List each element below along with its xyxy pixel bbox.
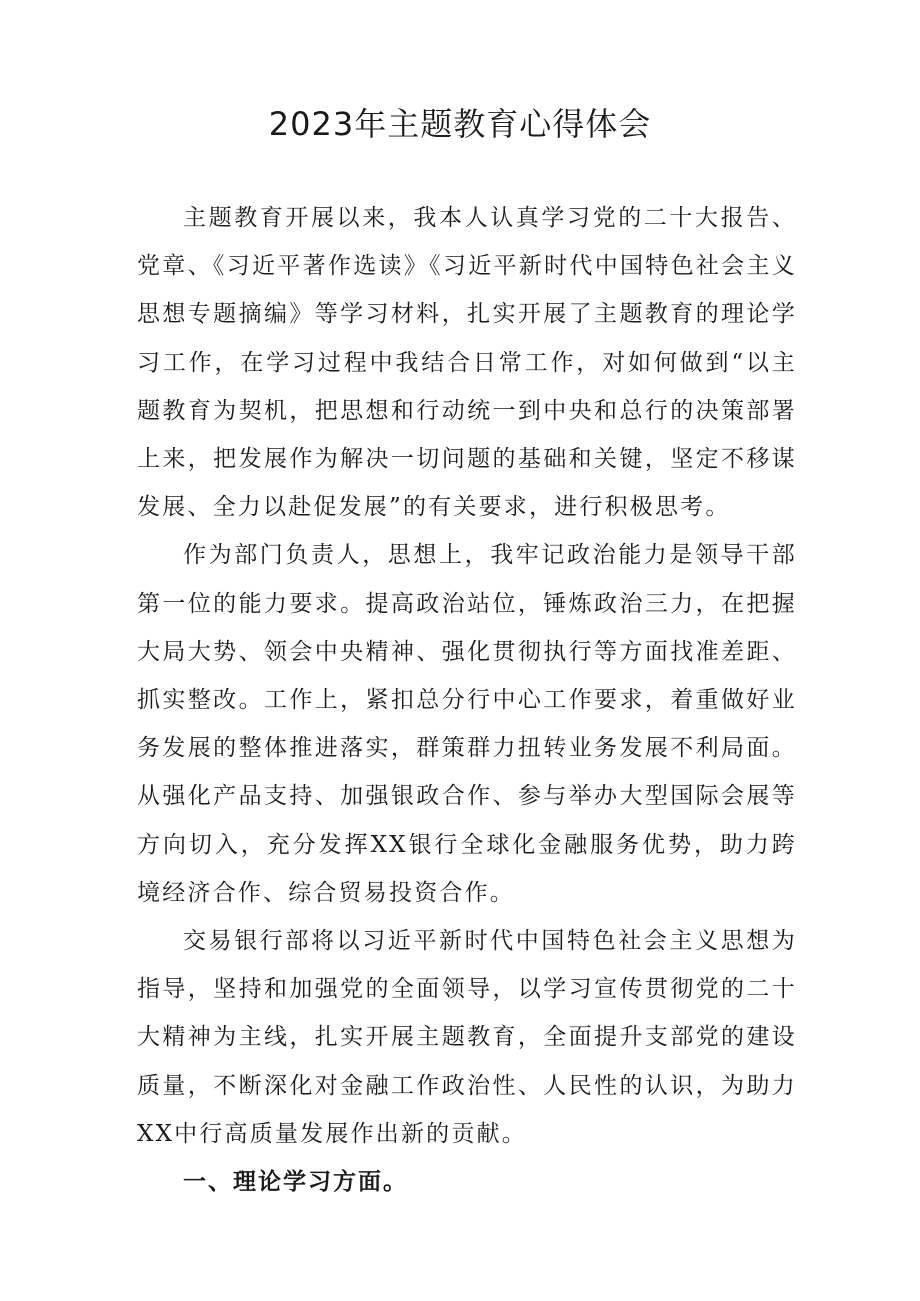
paragraph-department-plan: 交易银行部将以习近平新时代中国特色社会主义思想为指导，坚持和加强党的全面领导，以学习宣传贯彻党的二十大精神为主线，扎实开展主题教育，全面提升支部党的建设质量，不断深化对金融工作政治性、人民性的认识，为助力XX中行高质量发展作出新的贡献。 [137,928,797,1147]
section-heading: 一、理论学习方面。 [183,1169,408,1196]
paragraph-intro: 主题教育开展以来，我本人认真学习党的二十大报告、党章、《习近平著作选读》《习近平新时代中国特色社会主义思想专题摘编》等学习材料，扎实开展了主题教育的理论学习工作，在学习过程中我结合日常工作，对如何做到“以主题教育为契机，把思想和行动统一到中央和总行的决策部署上来，把发展作为解决一切问题的基础和关键，坚定不移谋发展、全力以赴促发展”的有关要求，进行积极思考。 [137,205,797,521]
document-title: 2023年主题教育心得体会 [268,105,652,143]
paragraph-department-head: 作为部门负责人，思想上，我牢记政治能力是领导干部第一位的能力要求。提高政治站位，锤炼政治三力，在把握大局大势、领会中央精神、强化贯彻执行等方面找准差距、抓实整改。工作上，紧扣总分行中心工作要求，着重做好业务发展的整体推进落实，群策群力扭转业务发展不利局面。从强化产品支持、加强银政合作、参与举办大型国际会展等方向切入，充分发挥XX银行全球化金融服务优势，助力跨境经济合作、综合贸易投资合作。 [137,542,797,906]
document-body [137,194,797,1206]
